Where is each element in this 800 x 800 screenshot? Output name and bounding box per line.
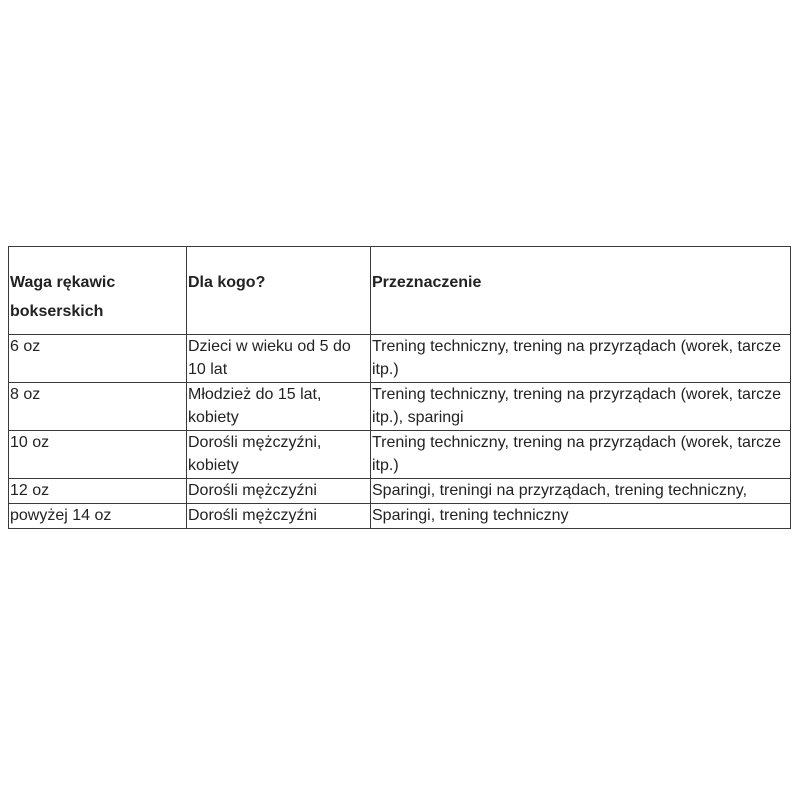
boxing-glove-weight-table	[8, 246, 791, 529]
cell-weight: 12 oz	[9, 479, 187, 504]
cell-purpose: Trening techniczny, trening na przyrządach (worek, tarcze itp.)	[371, 335, 791, 383]
table-header-row	[9, 247, 791, 335]
header-purpose: Przeznaczenie	[371, 247, 791, 335]
cell-for-whom: Dorośli mężczyźni	[187, 479, 371, 504]
cell-for-whom: Dzieci w wieku od 5 do 10 lat	[187, 335, 371, 383]
table-row	[9, 504, 791, 529]
cell-purpose: Trening techniczny, trening na przyrządach (worek, tarcze itp.)	[371, 431, 791, 479]
cell-weight: 10 oz	[9, 431, 187, 479]
cell-for-whom: Młodzież do 15 lat, kobiety	[187, 383, 371, 431]
table-row	[9, 479, 791, 504]
header-for-whom: Dla kogo?	[187, 247, 371, 335]
cell-purpose: Trening techniczny, trening na przyrządach (worek, tarcze itp.), sparingi	[371, 383, 791, 431]
cell-weight: 6 oz	[9, 335, 187, 383]
table-row	[9, 335, 791, 383]
cell-for-whom: Dorośli mężczyźni, kobiety	[187, 431, 371, 479]
cell-weight: 8 oz	[9, 383, 187, 431]
cell-weight: powyżej 14 oz	[9, 504, 187, 529]
header-glove-weight: Waga rękawic bokserskich	[9, 247, 187, 335]
cell-purpose: Sparingi, treningi na przyrządach, trening techniczny,	[371, 479, 791, 504]
cell-purpose: Sparingi, trening techniczny	[371, 504, 791, 529]
table-row	[9, 431, 791, 479]
table-row	[9, 383, 791, 431]
cell-for-whom: Dorośli mężczyźni	[187, 504, 371, 529]
